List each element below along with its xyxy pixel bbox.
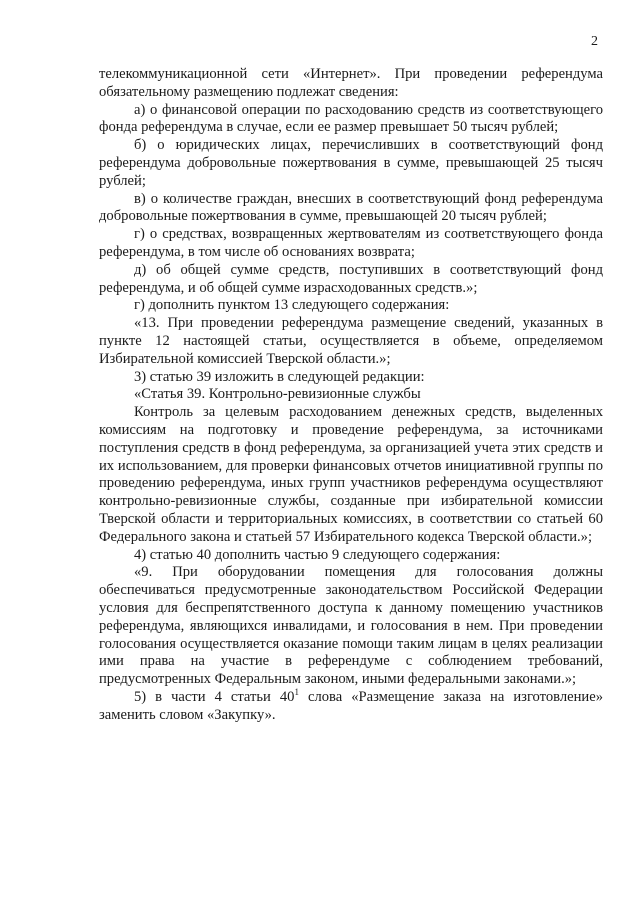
paragraph: г) дополнить пунктом 13 следующего содержания:: [134, 297, 450, 314]
page-number: 2: [591, 34, 598, 49]
paragraph: телекоммуникационной сети «Интернет». При проведении референдума обязательному размещению подлежат сведения:: [99, 66, 603, 100]
paragraph: 3) статью 39 изложить в следующей редакции:: [134, 368, 425, 385]
paragraph: а) о финансовой операции по расходованию средств из соответствующего фонда референдума в случае, если ее размер превышает 50 тысяч рублей;: [99, 101, 603, 136]
document-body: [99, 66, 603, 724]
paragraph: «9. При оборудовании помещения для голосования должны обеспечиваться предусмотренные законодательством Российской Федерации условия для беспрепятственного доступа к данному помещению участников референдума, являющихся инвалидами, и голосования в нем. При проведении голосования осуществляется оказание помощи таким лицам в целях реализации ими права на участие в референдуме с соблюдением требований, предусмотренных Федеральным законом, иными федеральными законами.»;: [99, 564, 603, 688]
paragraph-last-start: 5) в части 4 статьи 40: [134, 688, 295, 705]
paragraph-last-end: слова «Размещение заказа на изготовление» заменить словом «Закупку».: [99, 688, 603, 723]
paragraph: 4) статью 40 дополнить частью 9 следующего содержания:: [134, 546, 501, 563]
paragraph: б) о юридических лицах, перечисливших в соответствующий фонд референдума добровольные пожертвования в сумме, превышающей 25 тысяч рублей;: [99, 137, 603, 189]
paragraph-last: [99, 686, 603, 725]
paragraph: «Статья 39. Контрольно-ревизионные службы: [134, 386, 421, 403]
paragraph: «13. При проведении референдума размещение сведений, указанных в пункте 12 настоящей статьи, осуществляется в объеме, определяемом Избирательной комиссией Тверской области.»;: [99, 315, 603, 367]
paragraph: в) о количестве граждан, внесших в соответствующий фонд референдума добровольные пожертвования в сумме, превышающей 20 тысяч рублей;: [99, 190, 603, 225]
paragraph: Контроль за целевым расходованием денежных средств, выделенных комиссиям на подготовку и проведение референдума, за источниками поступления средств в фонд референдума, за организацией учета этих средств и их использованием, для проверки финансовых отчетов инициативной группы по проведению референдума, иных групп участников референдума осуществляют контрольно-ревизионные службы, созданные при избирательной комиссии Тверской области и территориальных комиссиях, в соответствии со статьей 60 Федерального закона и статьей 57 Избирательного кодекса Тверской области.»;: [99, 404, 603, 545]
paragraph: г) о средствах, возвращенных жертвователям из соответствующего фонда референдума, в том числе об основаниях возврата;: [99, 226, 603, 260]
paragraph: д) об общей сумме средств, поступивших в соответствующий фонд референдума, и об общей сумме израсходованных средств.»;: [99, 261, 603, 296]
superscript: 1: [294, 686, 299, 697]
